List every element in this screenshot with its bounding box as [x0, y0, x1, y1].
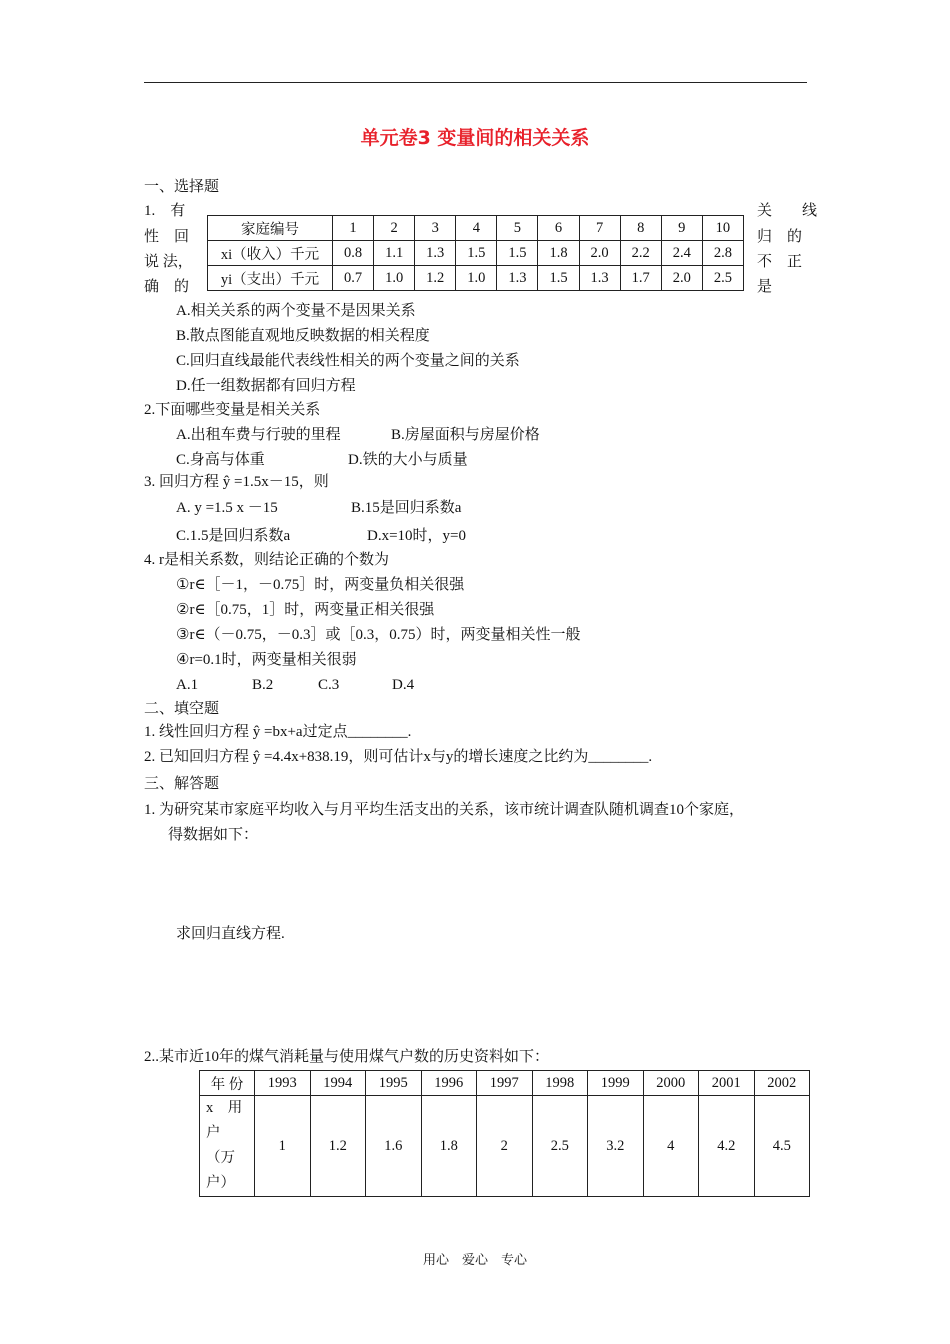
q4-item: ①r∈［－1，－0.75］时，两变量负相关很强 [176, 577, 465, 593]
q1-left-line: 性 回 [144, 229, 190, 245]
table-cell-label [200, 1096, 255, 1197]
q1-option-d: D.任一组数据都有回归方程 [176, 378, 356, 394]
ans1-line: 得数据如下： [168, 827, 259, 843]
table-cell: 1.8 [421, 1096, 477, 1197]
q4-item: ②r∈［0.75，1］时，两变量正相关很强 [176, 602, 435, 618]
q1-data-table [207, 215, 744, 291]
q4-item: ④r=0.1时，两变量相关很弱 [176, 652, 357, 668]
table-cell: 2.0 [579, 241, 620, 266]
section-choice: 一、选择题 [144, 179, 220, 195]
table-cell: 2.0 [661, 266, 702, 291]
header-rule [144, 82, 807, 83]
x-label-line: （万 [206, 1150, 235, 1166]
q3-option-d: D.x=10时，y=0 [367, 528, 467, 544]
q3-option-a: A. y =1.5 x －15 [176, 500, 278, 516]
table-row [208, 241, 744, 266]
q4-option-b: B.2 [252, 677, 274, 693]
page-title: 单元卷3 变量间的相关关系 [360, 127, 590, 149]
q4-option-c: C.3 [318, 677, 340, 693]
table-cell: 1.3 [497, 266, 538, 291]
table-cell: 3.2 [588, 1096, 644, 1197]
table-cell: 1.5 [456, 241, 497, 266]
table-cell: 4 [643, 1096, 699, 1197]
q2-stem: 2.下面哪些变量是相关关系 [144, 402, 321, 418]
q4-option-a: A.1 [176, 677, 199, 693]
table-cell: 5 [497, 216, 538, 241]
table-cell: 1.2 [415, 266, 456, 291]
table-cell: 1.0 [456, 266, 497, 291]
q4-item: ③r∈（－0.75，－0.3］或［0.3，0.75）时，两变量相关性一般 [176, 627, 581, 643]
q1-left-line: 确 的 [144, 279, 190, 295]
table-cell: 1.5 [538, 266, 579, 291]
table-cell: 1999 [588, 1071, 644, 1096]
table-row [200, 1071, 810, 1096]
ans1-ask: 求回归直线方程. [176, 926, 285, 942]
fill-question-1: 1. 线性回归方程 ŷ =bx+a过定点________. [144, 724, 412, 740]
q1-right-line: 是 [757, 279, 773, 295]
table-cell: 1 [255, 1096, 311, 1197]
table-cell: 0.7 [333, 266, 374, 291]
table-cell: 1993 [255, 1071, 311, 1096]
table-cell-label: 年 份 [200, 1071, 255, 1096]
table-cell-label: xi（收入）千元 [208, 241, 333, 266]
q3-option-c: C.1.5是回归系数a [176, 528, 291, 544]
q1-right-line: 归 的 [757, 229, 803, 245]
q3-option-b: B.15是回归系数a [351, 500, 462, 516]
x-label-line: x 用 [206, 1100, 243, 1116]
table-cell: 1 [333, 216, 374, 241]
q1-right-line: 关 线 [757, 203, 818, 219]
table-cell: 2001 [699, 1071, 755, 1096]
x-label-line: 户） [206, 1175, 235, 1191]
table-row [200, 1096, 810, 1197]
table-cell: 1995 [366, 1071, 422, 1096]
table-cell: 1.6 [366, 1096, 422, 1197]
q3-stem: 3. 回归方程 ŷ =1.5x－15，则 [144, 474, 329, 490]
table-cell-label: 家庭编号 [208, 216, 333, 241]
table-cell: 2.2 [620, 241, 661, 266]
table-cell: 1.3 [579, 266, 620, 291]
table-cell: 2.8 [702, 241, 743, 266]
table-cell: 1.5 [497, 241, 538, 266]
table-cell: 1997 [477, 1071, 533, 1096]
gas-usage-table [199, 1070, 810, 1197]
table-cell: 2002 [754, 1071, 810, 1096]
ans1-line: 1. 为研究某市家庭平均收入与月平均生活支出的关系，该市统计调查队随机调查10个家庭， [144, 802, 745, 818]
q2-option-d: D.铁的大小与质量 [348, 452, 468, 468]
table-cell: 1.8 [538, 241, 579, 266]
table-cell: 1996 [421, 1071, 477, 1096]
page-footer: 用心 爱心 专心 [422, 1252, 527, 1267]
q2-option-b: B.房屋面积与房屋价格 [391, 427, 540, 443]
q2-option-a: A.出租车费与行驶的里程 [176, 427, 341, 443]
ans2-stem: 2..某市近10年的煤气消耗量与使用煤气户数的历史资料如下： [144, 1049, 550, 1065]
q1-option-b: B.散点图能直观地反映数据的相关程度 [176, 328, 430, 344]
table-cell: 1.7 [620, 266, 661, 291]
table-cell: 2 [477, 1096, 533, 1197]
table-cell: 2.5 [702, 266, 743, 291]
q4-stem: 4. r是相关系数，则结论正确的个数为 [144, 552, 389, 568]
table-cell: 1994 [310, 1071, 366, 1096]
table-cell-label: yi（支出）千元 [208, 266, 333, 291]
table-cell: 10 [702, 216, 743, 241]
table-cell: 1.2 [310, 1096, 366, 1197]
table-cell: 4.5 [754, 1096, 810, 1197]
table-row [208, 216, 744, 241]
table-cell: 9 [661, 216, 702, 241]
table-cell: 1.3 [415, 241, 456, 266]
table-cell: 2 [374, 216, 415, 241]
table-cell: 1.0 [374, 266, 415, 291]
table-cell: 2.4 [661, 241, 702, 266]
q1-right-line: 不 正 [757, 254, 803, 270]
table-cell: 1998 [532, 1071, 588, 1096]
q2-option-c: C.身高与体重 [176, 452, 265, 468]
table-cell: 7 [579, 216, 620, 241]
table-cell: 4.2 [699, 1096, 755, 1197]
table-cell: 2000 [643, 1071, 699, 1096]
table-row [208, 266, 744, 291]
table-cell: 2.5 [532, 1096, 588, 1197]
table-cell: 1.1 [374, 241, 415, 266]
table-cell: 6 [538, 216, 579, 241]
table-cell: 0.8 [333, 241, 374, 266]
section-answer: 三、解答题 [144, 776, 220, 792]
q1-option-a: A.相关关系的两个变量不是因果关系 [176, 303, 416, 319]
q1-left-line: 1. 有 [144, 203, 186, 219]
section-fill: 二、填空题 [144, 701, 220, 717]
fill-question-2: 2. 已知回归方程 ŷ =4.4x+838.19，则可估计x与y的增长速度之比约为________. [144, 749, 653, 765]
table-cell: 4 [456, 216, 497, 241]
q1-left-line: 说 法， [144, 254, 193, 270]
table-cell: 8 [620, 216, 661, 241]
q1-option-c: C.回归直线最能代表线性相关的两个变量之间的关系 [176, 353, 520, 369]
table-cell: 3 [415, 216, 456, 241]
x-label-line: 户 [206, 1125, 221, 1141]
q4-option-d: D.4 [392, 677, 415, 693]
